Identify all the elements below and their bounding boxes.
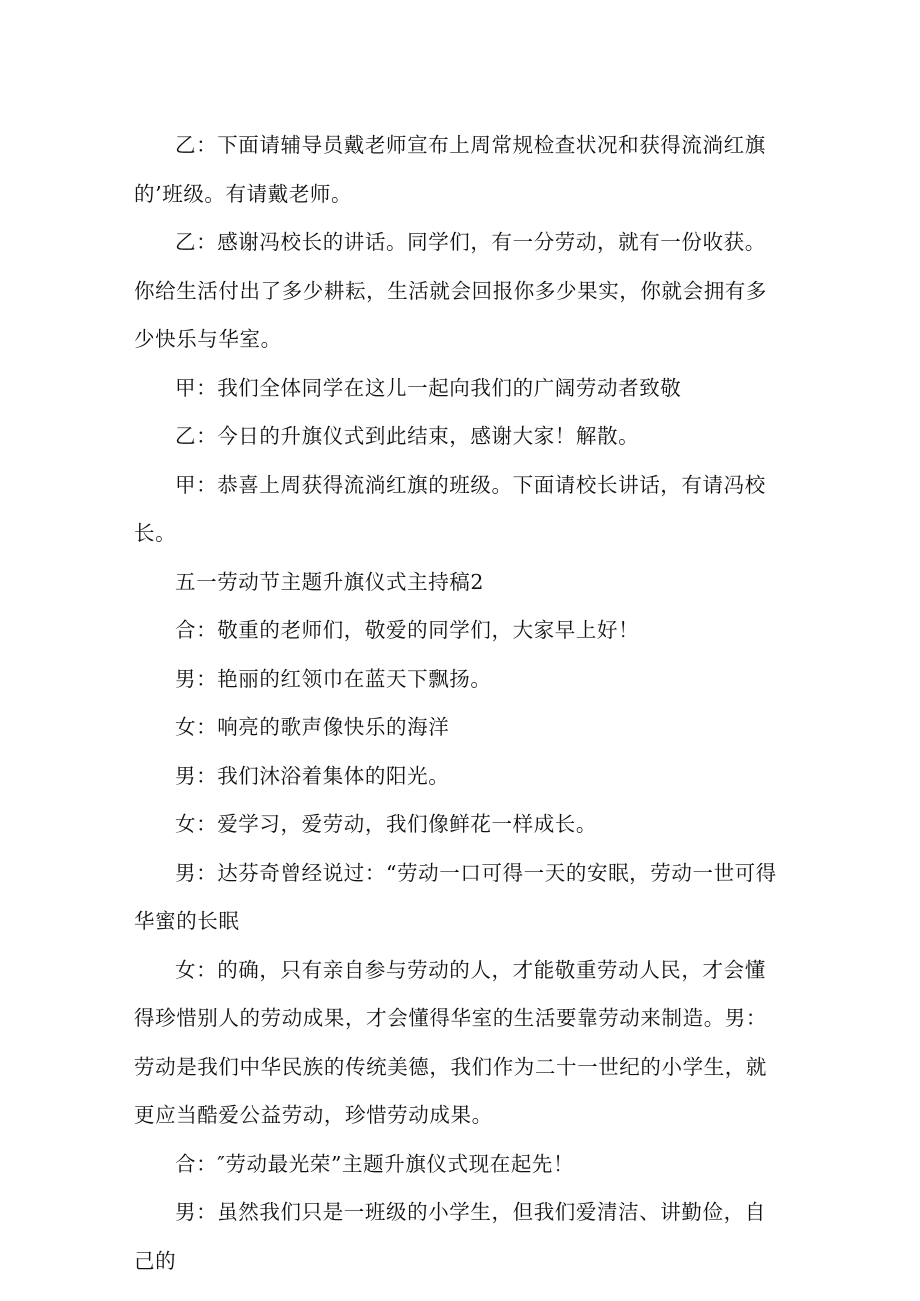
paragraph-2: 乙：感谢冯校长的讲话。同学们，有一分劳动，就有一份收获。你给生活付出了多少耕耘，生活就会回报你多少果实，你就会拥有多少快乐与华室。	[134, 230, 767, 351]
paragraph-10: 男：我们沐浴着集体的阳光。	[175, 763, 450, 788]
document-body	[134, 121, 784, 1285]
paragraph-8: 男：艳丽的红领巾在蓝天下飘扬。	[175, 666, 492, 691]
paragraph-7: 合：敬重的老师们，敬爱的同学们，大家早上好！	[175, 618, 640, 642]
paragraph-5: 甲：恭喜上周获得流淌红旗的班级。下面请校长讲话，有请冯校长。	[134, 472, 766, 545]
section-heading: 五一劳动节主题升旗仪式主持稿2	[175, 569, 485, 594]
paragraph-4: 乙：今日的升旗仪式到此结束，感谢大家！解散。	[175, 424, 640, 448]
paragraph-15: 男：虽然我们只是一班级的小学生，但我们爱清洁、讲勤俭，自己的	[134, 1200, 766, 1273]
paragraph-3: 甲：我们全体同学在这儿一起向我们的广阔劳动者致敬	[175, 375, 682, 400]
paragraph-1: 乙：下面请辅导员戴老师宣布上周常规检查状况和获得流淌红旗的’班级。有请戴老师。	[134, 133, 766, 206]
paragraph-12: 男：达芬奇曾经说过：“劳动一口可得一天的安眠，劳动一世可得华蜜的长眠	[134, 860, 777, 933]
paragraph-11: 女：爱学习，爱劳动，我们像鲜花一样成长。	[175, 812, 597, 836]
paragraph-9: 女：响亮的歌声像快乐的海洋	[175, 715, 450, 739]
paragraph-13: 女：的确，只有亲自参与劳动的人，才能敬重劳动人民，才会懂得珍惜别人的劳动成果，才会懂得华室的生活要靠劳动来制造。男：劳动是我们中华民族的传统美德，我们作为二十一世纪的小学生，就更应当酷爱公益劳动，珍惜劳动成果。	[134, 957, 767, 1127]
paragraph-14: 合：″劳动最光荣”主题升旗仪式现在起先！	[175, 1151, 575, 1176]
